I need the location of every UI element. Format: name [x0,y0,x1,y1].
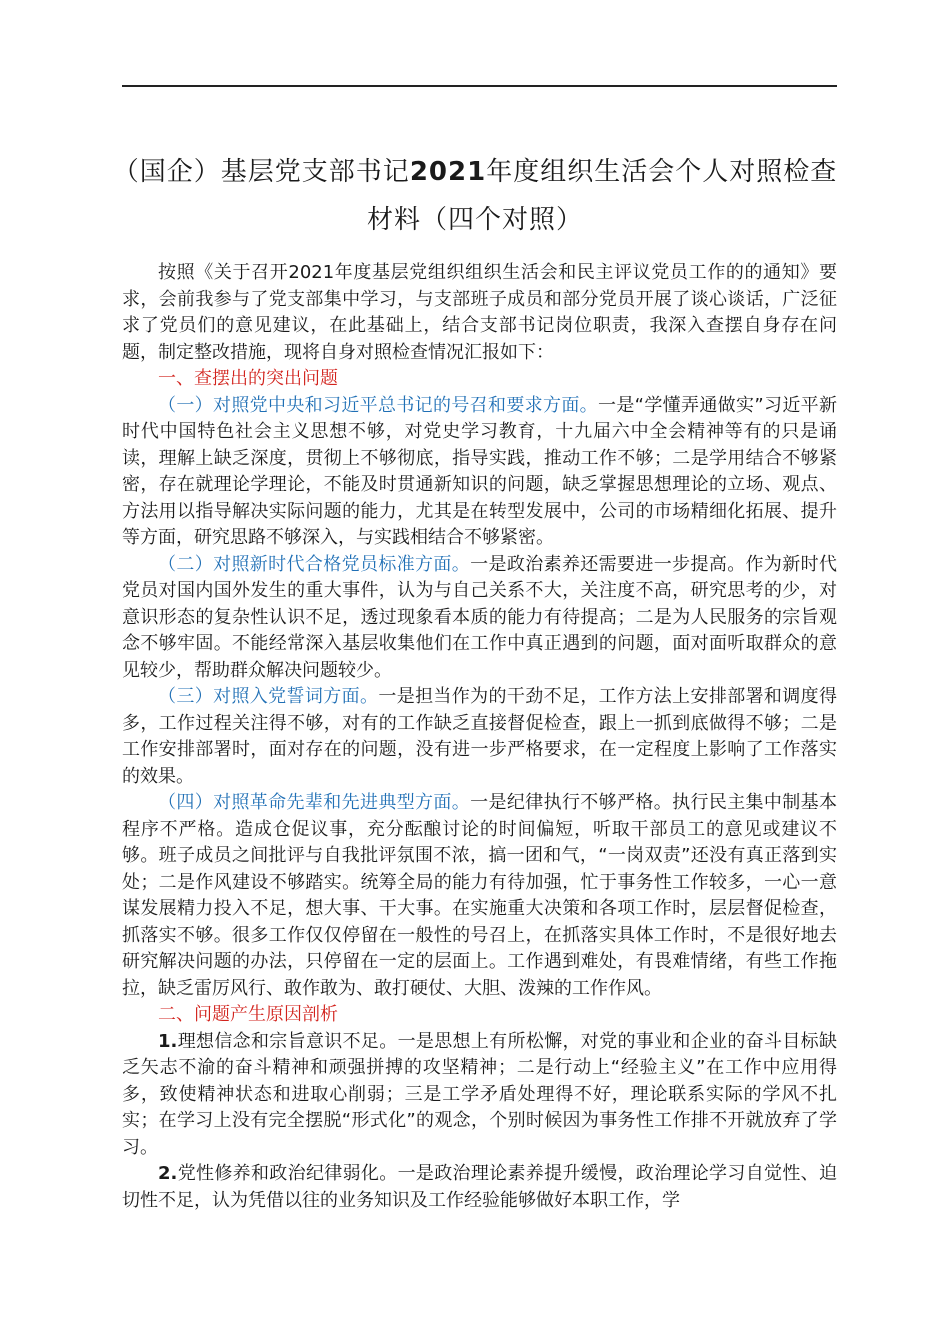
item-text: 理想信念和宗旨意识不足。一是思想上有所松懈，对党的事业和企业的奋斗目标缺乏矢志不渝的奋斗精神和顽强拼搏的攻坚精神；二是行动上“经验主义”在工作中应用得多，致使精神状态和进取心削弱；三是工学矛盾处理得不好，理论联系实际的学风不扎实；在学习上没有完全摆脱“形式化”的观念，个别时候因为事务性工作排不开就放弃了学习。 [122,1030,837,1158]
item-number: 2. [158,1163,178,1184]
section-1-item-4 [122,790,837,1002]
item-text: 一是担当作为的干劲不足，工作方法上安排部署和调度得多，工作过程关注得不够，对有的工作缺乏直接督促检查，跟上一抓到底做得不够；二是工作安排部署时，面对存在的问题，没有进一步严格要求，在一定程度上影响了工作落实的效果。 [122,686,838,787]
item-label: （三）对照入党誓词方面。 [158,686,379,707]
intro-paragraph: 按照《关于召开2021年度基层党组织组织生活会和民主评议党员工作的的通知》要求，会前我参与了党支部集中学习，与支部班子成员和部分党员开展了谈心谈话，广泛征求了党员们的意见建议，在此基础上，结合支部书记岗位职责，我深入查摆自身存在问题，制定整改措施，现将自身对照检查情况汇报如下： [122,262,837,363]
item-text: 一是纪律执行不够严格。执行民主集中制基本程序不严格。造成仓促议事，充分酝酿讨论的时间偏短，听取干部员工的意见或建议不够。班子成员之间批评与自我批评氛围不浓，搞一团和气，“一岗双责”还没有真正落到实处；二是作风建设不够踏实。统筹全局的能力有待加强，忙于事务性工作较多，一心一意谋发展精力投入不足，想大事、干大事。在实施重大决策和各项工作时，层层督促检查，抓落实不够。很多工作仅仅停留在一般性的号召上，在抓落实具体工作时，不是很好地去研究解决问题的办法，只停留在一定的层面上。工作遇到难处，有畏难情绪，有些工作拖拉，缺乏雷厉风行、敢作敢为、敢打硬仗、大胆、泼辣的工作作风。 [122,792,837,999]
title-year: 2021 [409,157,487,187]
document-body [122,260,837,1214]
section-1-item-1 [122,393,837,552]
item-label: （二）对照新时代合格党员标准方面。 [158,553,471,575]
item-text: 一是“学懂弄通做实”习近平新时代中国特色社会主义思想不够，对党史学习教育，十九届六中全会精神等有的只是诵读，理解上缺乏深度，贯彻上不够彻底，指导实践，推动工作不够；二是学用结合不够紧密，存在就理论学理论，不能及时贯通新知识的问题，缺乏掌握思想理论的立场、观点、方法用以指导解决实际问题的能力，尤其是在转型发展中，公司的市场精细化拓展、提升等方面，研究思路不够深入，与实践相结合不够紧密。 [122,394,838,548]
section-2-heading: 二、问题产生原因剖析 [158,1004,338,1025]
header-rule [122,85,837,87]
item-label: （四）对照革命先辈和先进典型方面。 [158,792,471,813]
item-text: 党性修养和政治纪律弱化。一是政治理论素养提升缓慢，政治理论学习自觉性、迫切性不足，认为凭借以往的业务知识及工作经验能够做好本职工作，学 [122,1163,837,1211]
document-title: （国企）基层党支部书记2021年度组织生活会个人对照检查材料（四个对照） [112,157,838,235]
section-1-item-3 [122,684,837,790]
section-1-item-2 [122,552,837,685]
item-label: （一）对照党中央和习近平总书记的号召和要求方面。 [158,394,599,416]
section-1-heading: 一、查摆出的突出问题 [158,368,338,389]
item-text: 一是政治素养还需要进一步提高。作为新时代党员对国内国外发生的重大事件，认为与自己关系不大，关注度不高，研究思考的少，对意识形态的复杂性认识不足，透过现象看本质的能力有待提高；二是为人民服务的宗旨观念不够牢固。不能经常深入基层收集他们在工作中真正遇到的问题，面对面听取群众的意见较少，帮助群众解决问题较少。 [122,553,837,681]
section-2-item-1 [122,1029,837,1162]
item-number: 1. [158,1030,178,1052]
section-2-item-2 [122,1161,837,1214]
